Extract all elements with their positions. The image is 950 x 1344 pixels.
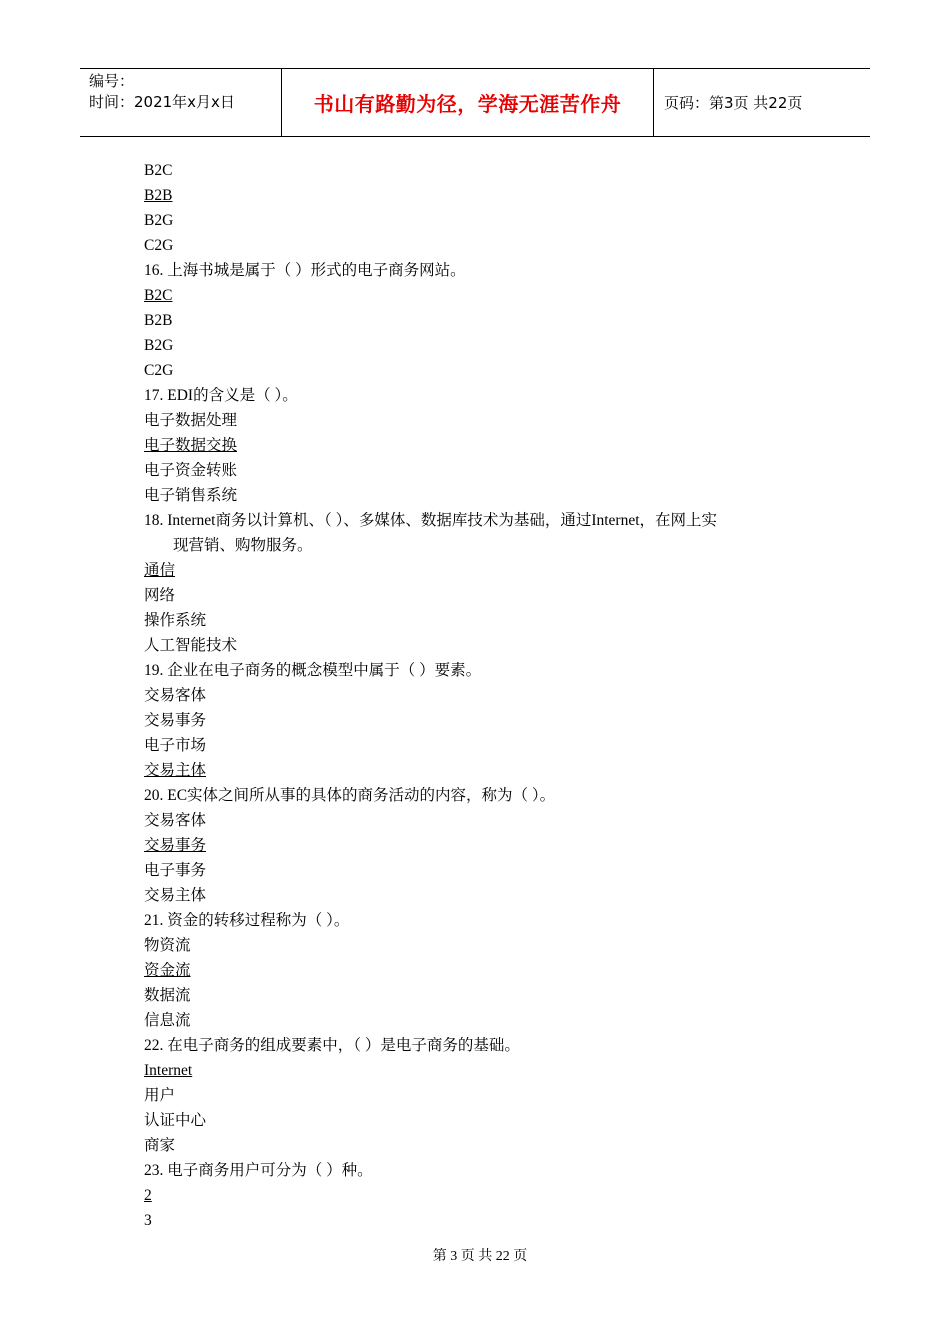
line-text: B2C [144,162,173,179]
answer-option [144,1108,824,1133]
answer-option [144,558,824,583]
line-text: 3 [144,1212,152,1229]
answer-option [144,808,824,833]
answer-option [144,733,824,758]
correct-answer-text: 通信 [144,562,176,579]
line-text: 商家 [144,1137,176,1154]
question-text [144,1158,824,1183]
line-text: 电子市场 [144,737,207,754]
answer-option [144,233,824,258]
line-text: 交易客体 [144,812,207,829]
answer-option [144,1058,824,1083]
answer-option [144,1083,824,1108]
header-meta [80,69,282,136]
line-text: 16. 上海书城是属于（ ）形式的电子商务网站。 [144,262,466,279]
line-text: 交易客体 [144,687,207,704]
line-text: 20. EC实体之间所从事的具体的商务活动的内容，称为（ ）。 [144,787,556,804]
line-text: 电子数据处理 [144,412,238,429]
answer-option [144,408,824,433]
answer-option [144,358,824,383]
answer-option [144,158,824,183]
line-text: 人工智能技术 [144,637,238,654]
header-page-info [654,69,870,136]
time-label: 时间：2021年x月x日 [89,93,235,111]
page-header [80,68,870,137]
line-text: 用户 [144,1087,176,1104]
question-text [144,508,824,533]
answer-option [144,958,824,983]
line-text: 认证中心 [144,1112,207,1129]
question-list [144,158,824,1233]
answer-option [144,833,824,858]
line-text: B2G [144,212,174,229]
correct-answer-text: 交易事务 [144,837,207,854]
answer-option [144,608,824,633]
answer-option [144,483,824,508]
line-text: 操作系统 [144,612,207,629]
line-text: 信息流 [144,1012,191,1029]
line-text: 17. EDI的含义是（ ）。 [144,387,298,404]
answer-option [144,758,824,783]
question-text [144,783,824,808]
question-text [144,383,824,408]
line-text: 电子销售系统 [144,487,238,504]
line-text: 23. 电子商务用户可分为（ ）种。 [144,1162,373,1179]
answer-option [144,333,824,358]
answer-option [144,883,824,908]
question-text-continued [144,533,824,558]
page-info: 页码：第3页 共22页 [664,94,803,112]
answer-option [144,283,824,308]
correct-answer-text: B2C [144,287,173,304]
correct-answer-text: 2 [144,1187,152,1204]
motto: 书山有路勤为径，学海无涯苦作舟 [313,92,622,116]
question-text [144,1033,824,1058]
answer-option [144,633,824,658]
code-label: 编号： [89,72,135,90]
answer-option [144,858,824,883]
answer-option [144,583,824,608]
answer-option [144,1208,824,1233]
correct-answer-text: B2B [144,187,173,204]
line-text: 电子事务 [144,862,207,879]
line-text: B2B [144,312,173,329]
line-text: 网络 [144,587,176,604]
answer-option [144,433,824,458]
answer-option [144,683,824,708]
question-text [144,258,824,283]
question-text [144,908,824,933]
answer-option [144,1133,824,1158]
correct-answer-text: 资金流 [144,962,191,979]
line-text: 21. 资金的转移过程称为（ ）。 [144,912,350,929]
correct-answer-text: Internet [144,1062,193,1079]
line-text: C2G [144,362,174,379]
line-text: 物资流 [144,937,191,954]
line-text: B2G [144,337,174,354]
line-text: 现营销、购物服务。 [173,537,313,554]
line-text: 交易主体 [144,887,207,904]
header-motto-cell [282,69,654,136]
answer-option [144,208,824,233]
line-text: 数据流 [144,987,191,1004]
correct-answer-text: 交易主体 [144,762,207,779]
line-text: 电子资金转账 [144,462,238,479]
answer-option [144,708,824,733]
line-text: 18. Internet商务以计算机、（ ）、多媒体、数据库技术为基础，通过Internet，在网上实 [144,512,718,529]
question-text [144,658,824,683]
footer-page-number: 第 3 页 共 22 页 [432,1249,528,1264]
answer-option [144,308,824,333]
answer-option [144,933,824,958]
line-text: 19. 企业在电子商务的概念模型中属于（ ）要素。 [144,662,482,679]
answer-option [144,458,824,483]
page-footer [0,1245,950,1265]
line-text: C2G [144,237,174,254]
correct-answer-text: 电子数据交换 [144,437,238,454]
answer-option [144,983,824,1008]
answer-option [144,1183,824,1208]
line-text: 交易事务 [144,712,207,729]
answer-option [144,183,824,208]
line-text: 22. 在电子商务的组成要素中，（ ）是电子商务的基础。 [144,1037,520,1054]
answer-option [144,1008,824,1033]
